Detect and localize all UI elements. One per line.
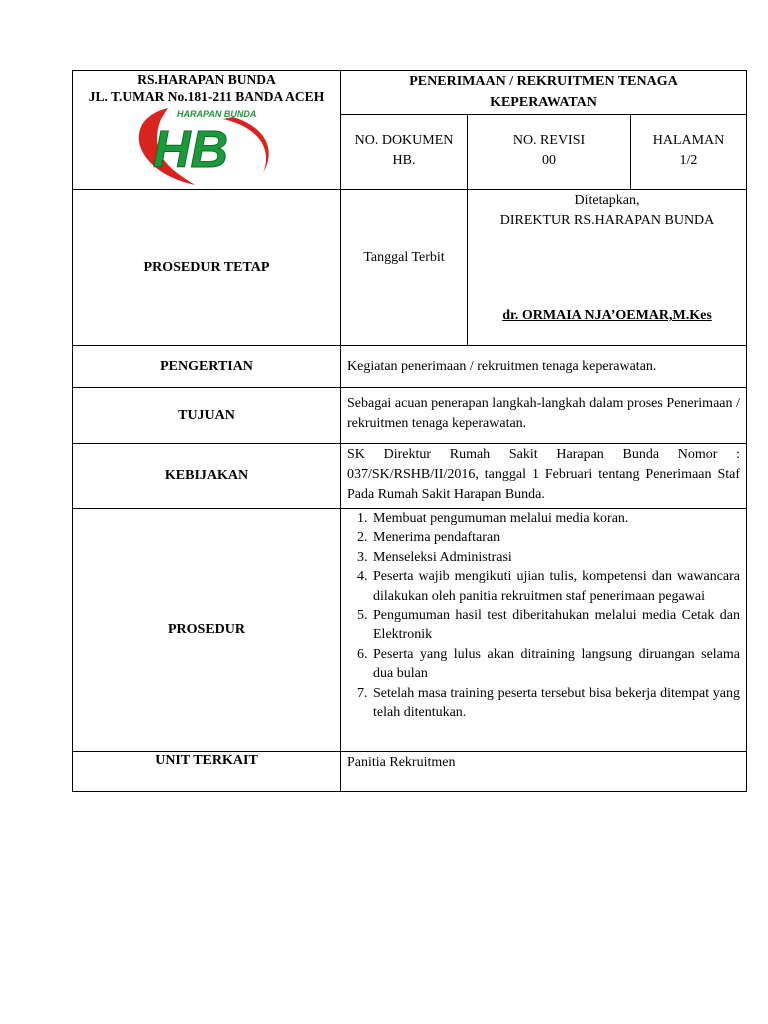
definition-text-cell bbox=[341, 346, 747, 388]
policy-label: KEBIJAKAN bbox=[164, 468, 249, 483]
sop-table bbox=[72, 70, 747, 792]
director-name: dr. ORMAIA NJA’OEMAR,M.Kes bbox=[502, 308, 712, 323]
issue-date-label: Tanggal Terbit bbox=[363, 250, 445, 265]
related-unit-text-cell bbox=[341, 752, 747, 792]
purpose-text-cell bbox=[341, 388, 747, 444]
document-title-line2: KEPERAWATAN bbox=[490, 95, 597, 110]
document-number-value: HB. bbox=[392, 153, 416, 169]
hospital-address: JL. T.UMAR No.181-211 BANDA ACEH bbox=[88, 89, 325, 104]
purpose-label: TUJUAN bbox=[178, 407, 235, 423]
approval-set-label: Ditetapkan, bbox=[574, 193, 640, 208]
definition-label-cell bbox=[73, 346, 341, 388]
revision-label: NO. REVISI bbox=[512, 133, 586, 149]
definition-text: Kegiatan penerimaan / rekruitmen tenaga keperawatan. bbox=[347, 358, 657, 374]
procedure-type-cell bbox=[73, 190, 341, 346]
policy-text-cell bbox=[341, 444, 747, 509]
hospital-header-cell bbox=[73, 71, 341, 190]
procedure-label-cell bbox=[73, 509, 341, 752]
related-unit-text: Panitia Rekruitmen bbox=[347, 755, 456, 770]
page-value: 1/2 bbox=[679, 153, 698, 169]
related-unit-label-cell bbox=[73, 752, 341, 792]
procedure-step: 7. Setelah masa training peserta tersebut bisa bekerja ditempat yang telah ditentukan. bbox=[371, 684, 740, 723]
logo-mark-icon bbox=[73, 105, 341, 189]
policy-text: SK Direktur Rumah Sakit Harapan Bunda Nomor : 037/SK/RSHB/II/2016, tanggal 1 Februari tentang Penerimaan Staf Pada Rumah Sakit Harapan Bunda. bbox=[347, 447, 740, 502]
procedure-step: 1. Membuat pengumuman melalui media koran. bbox=[371, 509, 740, 528]
purpose-label-cell bbox=[73, 388, 341, 444]
document-title-cell bbox=[341, 71, 747, 115]
page-label: HALAMAN bbox=[652, 133, 725, 149]
director-title: DIREKTUR RS.HARAPAN BUNDA bbox=[499, 213, 715, 228]
purpose-text: Sebagai acuan penerapan langkah-langkah dalam proses Penerimaan / rekruitmen tenaga keperawatan. bbox=[347, 396, 740, 431]
revision-value: 00 bbox=[542, 153, 556, 169]
procedure-step: 4. Peserta wajib mengikuti ujian tulis, kompetensi dan wawancara dilakukan oleh panitia rekruitmen staf penerimaan pegawai bbox=[371, 567, 740, 606]
procedure-step: 6. Peserta yang lulus akan ditraining langsung diruangan selama dua bulan bbox=[371, 645, 740, 684]
procedure-step: 3. Menseleksi Administrasi bbox=[371, 548, 740, 567]
sop-document bbox=[72, 70, 746, 792]
page-cell bbox=[631, 115, 747, 190]
procedure-steps-list bbox=[341, 509, 746, 722]
procedure-type-label: PROSEDUR TETAP bbox=[143, 259, 270, 275]
logo-letters: HB bbox=[153, 121, 229, 179]
procedure-step: 2. Menerima pendaftaran bbox=[371, 528, 740, 547]
revision-cell bbox=[468, 115, 631, 190]
procedure-steps-cell bbox=[341, 509, 747, 752]
hospital-logo bbox=[73, 105, 340, 189]
hospital-name: RS.HARAPAN BUNDA bbox=[137, 72, 276, 87]
document-number-cell bbox=[341, 115, 468, 190]
approval-cell bbox=[468, 190, 747, 346]
related-unit-label: UNIT TERKAIT bbox=[155, 753, 258, 768]
definition-label: PENGERTIAN bbox=[160, 358, 253, 374]
document-title-line1: PENERIMAAN / REKRUITMEN TENAGA bbox=[409, 74, 678, 89]
document-number-label: NO. DOKUMEN bbox=[354, 133, 454, 149]
procedure-label: PROSEDUR bbox=[167, 622, 245, 637]
procedure-step: 5. Pengumuman hasil test diberitahukan melalui media Cetak dan Elektronik bbox=[371, 606, 740, 645]
issue-date-cell bbox=[341, 190, 468, 346]
logo-top-text: HARAPAN BUNDA bbox=[177, 109, 257, 119]
policy-label-cell bbox=[73, 444, 341, 509]
